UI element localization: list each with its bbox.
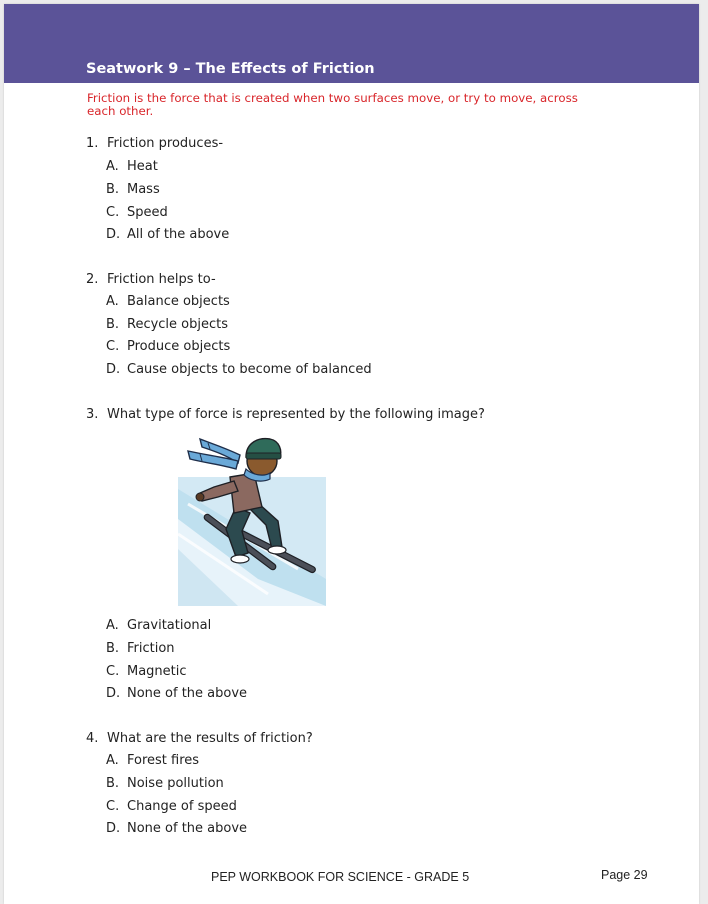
question-number: 4. [86,731,99,746]
q1-option-a [106,159,158,174]
q1-option-b [106,182,160,197]
option-text: Balance objects [127,294,230,309]
option-text: None of the above [127,686,248,701]
q3-option-a [106,618,211,633]
option-letter: D. [106,686,121,701]
q2-option-b [106,317,228,332]
option-letter: C. [106,205,120,220]
question-number: 3. [86,407,99,422]
page-number: Page 29 [601,868,648,882]
question-text: What are the results of friction? [107,731,313,746]
option-text: All of the above [127,227,230,242]
option-text: Change of speed [127,799,237,814]
option-letter: A. [106,618,119,633]
option-text: Magnetic [127,664,187,679]
q4-option-d [106,821,247,836]
option-text: Gravitational [127,618,212,633]
option-letter: A. [106,159,119,174]
friction-definition: Friction is the force that is created when two surfaces move, or try to move, across each other. [87,91,578,118]
option-letter: A. [106,753,119,768]
worksheet-title: Seatwork 9 – The Effects of Friction [86,61,375,77]
option-letter: B. [106,317,120,332]
option-letter: B. [106,182,120,197]
q3-option-d [106,686,247,701]
option-letter: B. [106,776,120,791]
q3-option-c [106,664,187,679]
option-letter: D. [106,362,121,377]
option-text: Noise pollution [127,776,224,791]
option-text: None of the above [127,821,248,836]
skier-illustration-icon [178,429,326,606]
question-number: 1. [86,136,99,151]
question-1 [86,136,223,151]
option-text: Speed [127,205,168,220]
q3-option-b [106,641,175,656]
q2-option-a [106,294,230,309]
question-text: Friction produces- [107,136,224,151]
question-number: 2. [86,272,99,287]
q1-option-d [106,227,229,242]
option-letter: A. [106,294,119,309]
option-text: Recycle objects [127,317,229,332]
q2-option-c [106,339,230,354]
option-letter: D. [106,821,121,836]
option-text: Produce objects [127,339,231,354]
q1-option-c [106,205,168,220]
q4-option-c [106,799,237,814]
question-4 [86,731,313,746]
question-2 [86,272,216,287]
option-letter: D. [106,227,121,242]
question-text: What type of force is represented by the following image? [107,407,485,422]
option-letter: B. [106,641,120,656]
option-letter: C. [106,664,120,679]
option-text: Heat [127,159,158,174]
footer-workbook-title: PEP WORKBOOK FOR SCIENCE - GRADE 5 [211,870,470,884]
option-text: Mass [127,182,160,197]
q4-option-a [106,753,199,768]
q2-option-d [106,362,372,377]
option-text: Friction [127,641,175,656]
worksheet-page [4,4,699,904]
option-text: Forest fires [127,753,200,768]
option-letter: C. [106,339,120,354]
option-text: Cause objects to become of balanced [127,362,372,377]
question-3 [86,407,485,422]
question-text: Friction helps to- [107,272,216,287]
option-letter: C. [106,799,120,814]
q4-option-b [106,776,224,791]
